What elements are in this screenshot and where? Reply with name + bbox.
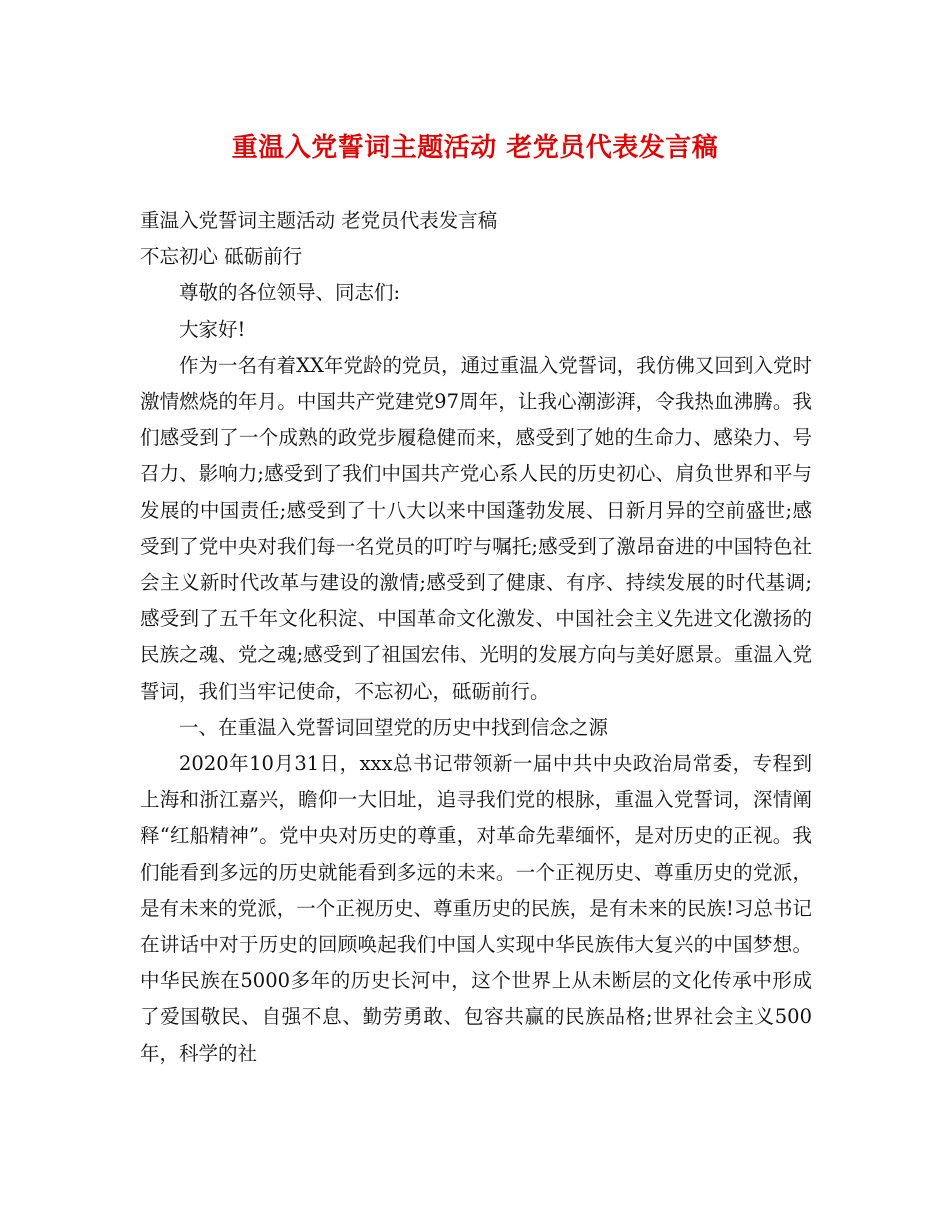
body-paragraph: 2020年10月31日，xxx总书记带领新一届中共中央政治局常委，专程到上海和浙江嘉兴，瞻仰一大旧址，追寻我们党的根脉，重温入党誓词，深情阐释“红船精神”。党中央对历史的尊重，对革命先辈缅怀，是对历史的正视。我们能看到多远的历史就能看到多远的未来。一个正视历史、尊重历史的党派，是有未来的党派，一个正视历史、尊重历史的民族，是有未来的民族!习总书记在讲话中对于历史的回顾唤起我们中国人实现中华民族伟大复兴的中国梦想。中华民族在5000多年的历史长河中，这个世界上从未断层的文化传承中形成了爱国敬民、自强不息、勤劳勇敢、包容共赢的民族品格;世界社会主义500年，科学的社 (140, 752, 812, 1065)
salutation: 尊敬的各位领导、同志们: (179, 281, 401, 305)
greeting: 大家好! (179, 317, 246, 341)
document-body (140, 203, 812, 1072)
subtitle-line: 重温入党誓词主题活动 老党员代表发言稿 (140, 209, 498, 232)
body-paragraph: 作为一名有着XX年党龄的党员，通过重温入党誓词，我仿佛又回到入党时激情燃烧的年月。中国共产党建党97周年，让我心潮澎湃，令我热血沸腾。我们感受到了一个成熟的政党步履稳健而来，感受到了她的生命力、感染力、号召力、影响力;感受到了我们中国共产党心系人民的历史初心、肩负世界和平与发展的中国责任;感受到了十八大以来中国蓬勃发展、日新月异的空前盛世;感受到了党中央对我们每一名党员的叮咛与嘱托;感受到了激昂奋进的中国特色社会主义新时代改革与建设的激情;感受到了健康、有序、持续发展的时代基调;感受到了五千年文化积淀、中国革命文化激发、中国社会主义先进文化激扬的民族之魂、党之魂;感受到了祖国宏伟、光明的发展方向与美好愿景。重温入党誓词，我们当牢记使命，不忘初心，砥砺前行。 (140, 353, 812, 703)
section-heading: 一、在重温入党誓词回望党的历史中找到信念之源 (179, 715, 609, 739)
document-title: 重温入党誓词主题活动 老党员代表发言稿 (231, 133, 719, 163)
slogan-line: 不忘初心 砥砺前行 (140, 245, 303, 269)
